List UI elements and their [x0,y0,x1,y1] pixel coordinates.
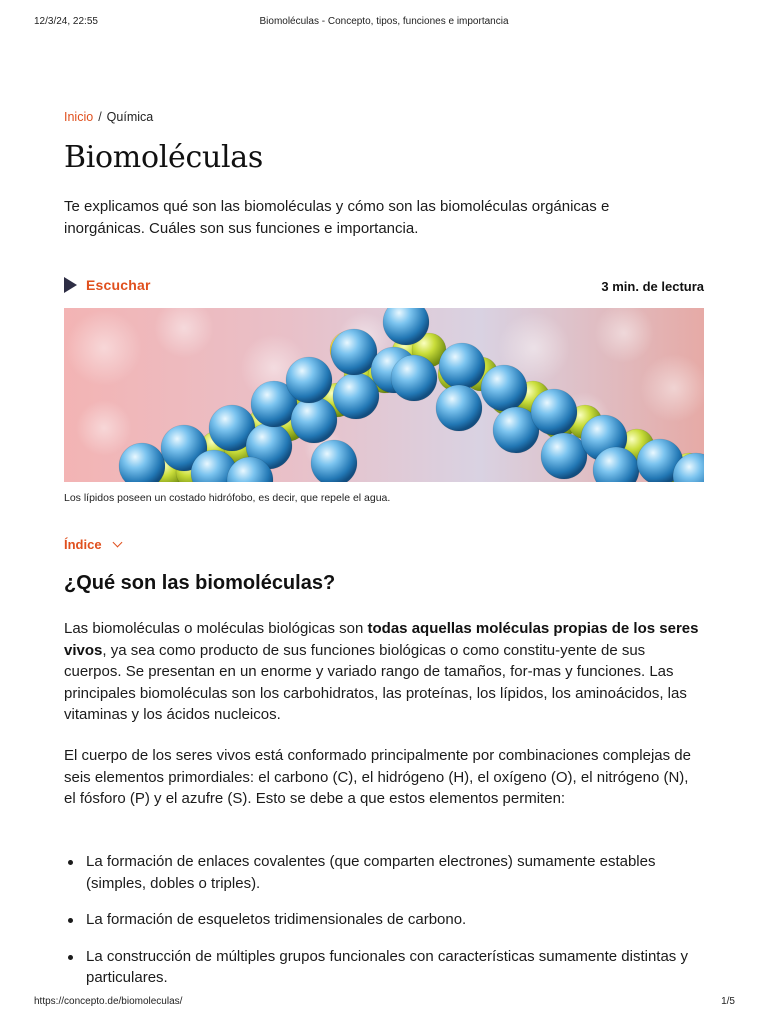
hero-image [64,308,704,482]
breadcrumb-home-link[interactable]: Inicio [64,110,94,124]
print-date: 12/3/24, 22:55 [34,16,98,27]
print-header [0,16,768,30]
chevron-down-icon [112,538,122,548]
paragraph-elements: El cuerpo de los seres vivos está conformado principalmente por combinaciones complejas de seis elementos primordiales: el carbono (C), el hidrógeno (H), el oxígeno (O), el nitrógeno (N), el fósforo (P) y el azufre (S). Esto se debe a que estos elementos permiten: [64,747,691,807]
list-item-text: La formación de enlaces covalentes (que comparten electrones) sumamente estables (simples, dobles o triples). [86,853,656,892]
paragraph-text: Las biomoléculas o moléculas biológicas son [64,620,368,637]
page-title: Biomoléculas [64,140,263,175]
paragraph-emphasis: todas aquellas moléculas propias de los seres vivos [64,620,699,659]
paragraph-text: , ya sea como producto de sus funciones biológicas o como constitu-yente de sus cuerpos. Se presentan en un enorme y variado rango de tamaños, for-mas y funciones. Las principales biomoléculas son los carbohidratos, las proteínas, los lípidos, los aminoácidos, las vitaminas y los ácidos nucleicos. [64,641,687,723]
article-lead: Te explicamos qué son las biomoléculas y cómo son las biomoléculas orgánicas e inorgánicas. Cuáles son sus funciones e importancia. [64,198,610,237]
index-label: Índice [64,537,102,552]
play-icon [64,277,77,293]
list-item [64,946,704,989]
print-page-number: 1/5 [721,996,735,1007]
print-doc-title: Biomoléculas - Concepto, tipos, funciones e importancia [259,16,509,27]
elements-list [64,851,704,989]
list-item [64,851,704,894]
list-item [64,909,704,931]
bullet-icon [68,918,73,923]
listen-button[interactable] [64,276,151,294]
bullet-icon [68,860,73,865]
hero-caption: Los lípidos poseen un costado hidrófobo, es decir, que repele el agua. [64,492,391,504]
breadcrumb-separator: / [98,110,102,124]
paragraph-definition [64,618,704,726]
index-toggle[interactable] [64,537,121,552]
lipid-molecule-illustration [64,308,704,482]
section-heading: ¿Qué son las biomoléculas? [64,572,336,594]
print-url: https://concepto.de/biomoleculas/ [34,996,183,1007]
read-time: 3 min. de lectura [601,279,704,294]
listen-label: Escuchar [86,277,151,293]
bullet-icon [68,955,73,960]
list-item-text: La formación de esqueletos tridimensionales de carbono. [86,911,467,928]
list-item-text: La construcción de múltiples grupos funcionales con características sumamente distintas y particulares. [86,947,688,986]
breadcrumb-category-link[interactable]: Química [106,110,154,124]
breadcrumb [64,110,153,124]
print-footer [0,996,768,1010]
